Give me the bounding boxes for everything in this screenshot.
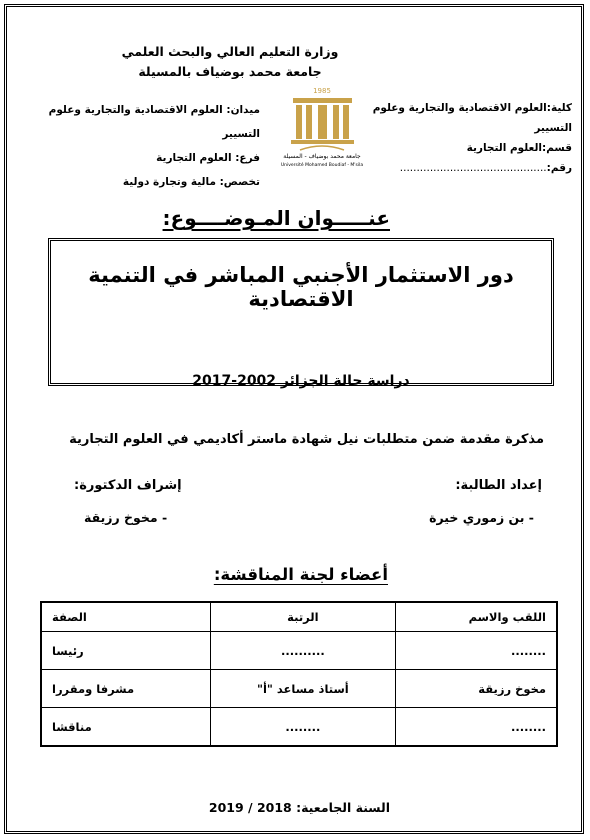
reference-line [344, 158, 572, 178]
table-row [41, 670, 557, 708]
supervisor-name: - مخوخ رزيقة [84, 510, 168, 525]
memo-statement: مذكرة مقدمة ضمن متطلبات نيل شهادة ماستر أكاديمي في العلوم التجارية [69, 432, 544, 447]
thesis-subtitle: دراسة حالة الجزائر 2002-2017 [192, 373, 410, 389]
table-row [41, 708, 557, 747]
committee-table [40, 601, 558, 747]
member-name: مخوخ رزيقة [395, 670, 557, 708]
reference-label: رقم: [546, 162, 572, 174]
member-name: ........ [395, 708, 557, 747]
subject-heading: عنـــــوان المـوضــــوع: [162, 206, 390, 230]
domain-line [20, 98, 260, 146]
logo-name-ar: جامعة محمد بوضياف - المسيلة [283, 153, 361, 160]
faculty-value: العلوم الاقتصادية والتجارية وعلوم التسيير [372, 102, 572, 134]
branch-value: العلوم التجارية [156, 152, 232, 164]
domain-value: العلوم الاقتصادية والتجارية وعلوم التسيير [48, 104, 260, 140]
member-role: رئيسا [41, 632, 211, 670]
logo-name-fr: Université Mohamed Boudiaf - M'sila [280, 163, 364, 168]
column-header-name: اللقب والاسم [395, 602, 557, 632]
department-label: قسم: [542, 142, 572, 154]
column-header-rank: الرتبة [211, 602, 396, 632]
faculty-label: كلية: [546, 102, 572, 114]
faculty-line [344, 98, 572, 138]
member-role: مناقشا [41, 708, 211, 747]
member-role: مشرفا ومقررا [41, 670, 211, 708]
faculty-info [344, 98, 572, 178]
specialty-line [20, 170, 260, 194]
member-rank: ........ [211, 708, 396, 747]
university-building-logo-icon [280, 84, 365, 168]
prepared-by-label: إعداد الطالبة: [455, 478, 542, 493]
member-name: ........ [395, 632, 557, 670]
column-header-role: الصفة [41, 602, 211, 632]
table-row [41, 632, 557, 670]
ministry-name: وزارة التعليم العالي والبحث العلمي [121, 44, 339, 59]
member-rank: أستاذ مساعد "أ" [211, 670, 396, 708]
program-info [20, 98, 260, 194]
committee-heading: أعضاء لجنة المناقشة: [213, 565, 388, 584]
university-name: جامعة محمد بوضياف بالمسيلة [138, 64, 322, 79]
table-header-row [41, 602, 557, 632]
logo-year: 1985 [313, 87, 331, 95]
title-box [48, 238, 554, 389]
specialty-label: تخصص: [219, 176, 260, 188]
academic-year: السنة الجامعية: 2018 / 2019 [208, 800, 390, 815]
branch-label: فرع: [235, 152, 260, 164]
member-rank: .......... [211, 632, 396, 670]
specialty-value: مالية وتجارة دولية [122, 176, 216, 188]
supervisor-label: إشراف الدكتورة: [74, 478, 182, 493]
department-value: العلوم التجارية [466, 142, 542, 154]
ministry-header [0, 42, 590, 82]
domain-label: ميدان: [226, 104, 260, 116]
thesis-title: دور الاستثمار الأجنبي المباشر في التنمية الاقتصادية [88, 263, 514, 311]
student-name: - بن زموري خيرة [429, 510, 534, 525]
reference-value: ............................................ [399, 162, 547, 174]
department-line [344, 138, 572, 158]
branch-line [20, 146, 260, 170]
